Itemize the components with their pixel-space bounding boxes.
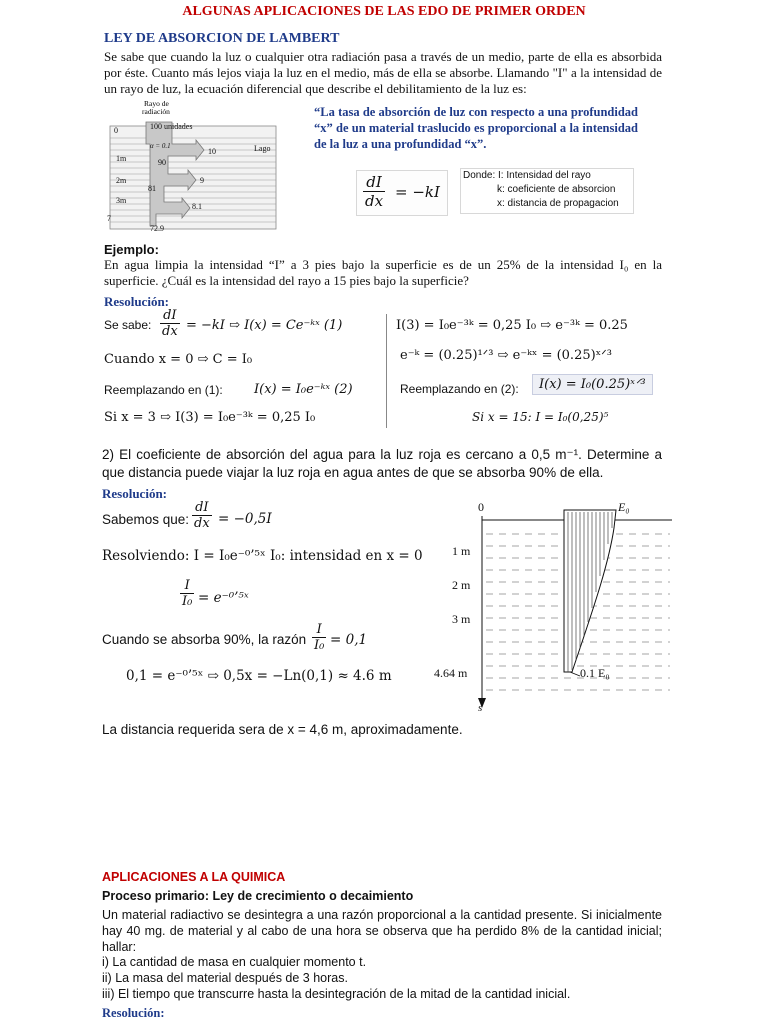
lambert-quote: “La tasa de absorción de luz con respecto a una profundidad “x” de un material traslucido es proporcional a la intensidad de la luz a una profundidad “x”. (314, 105, 638, 151)
absorption-diagram (430, 498, 672, 716)
e0-label: E₀ (618, 500, 630, 514)
list-item: i) La cantidad de masa en cualquier momento t. (102, 955, 367, 969)
def-intensity: Donde: I: Intensidad del rayo (463, 170, 591, 181)
value-8-1: 8.1 (192, 202, 202, 211)
problem-2-solution: Sabemos que: $\frac{dI}{dx}$ = −0,5I Resolviendo: I = I₀e⁻⁰’⁵ˣ I₀: intensidad en x = 0 $\frac{I}{\text{I₀}}$ = e⁻⁰’⁵ˣ Cuando se absorba 90%, la razón $\frac{I}{\text{I₀}}$ = 0,1 0,1 = e⁻⁰’⁵ˣ ⇨ 0,5x = −Ln(0,1) ≈ 4.6 m (102, 500, 423, 684)
list-item: iii) El tiempo que transcurre hasta la desintegración de la mitad de la cantidad inicial. (102, 987, 571, 1001)
depth-2m: 2m (116, 176, 127, 185)
depth-1m: 1m (116, 154, 127, 163)
resolution-label-1: Resolución: (104, 294, 169, 309)
lake-label: Lago (254, 144, 271, 153)
example-text: En agua limpia la intensidad “I” a 3 pies bajo la superficie es de un 25% de la intensidad I₀ en la superficie. ¿Cuál es la intensidad del rayo a 15 pies bajo la superficie? (104, 257, 662, 288)
question-list (102, 954, 662, 1002)
intro-paragraph: Se sabe que cuando la luz o cualquier otra radiación pasa a través de un medio, parte de ella es absorbida por éste. Cuanto más lejos viaja la luz en el medio, más de ella se absorbe. Llamando "I" a la intensidad de un rayo de luz, la ecuación diferencial que describe el debilitamiento de la luz es: (104, 49, 662, 96)
variable-definitions-box (460, 168, 634, 214)
end-intensity-label: 0.1 E₀ (580, 666, 610, 680)
depth-7: 7 (107, 214, 111, 223)
list-item: ii) La masa del material después de 3 horas. (102, 971, 348, 985)
conclusion-text: La distancia requerida sera de x = 4,6 m, aproximadamente. (102, 722, 463, 737)
value-9: 9 (200, 176, 204, 185)
subheading-growth-decay: Proceso primario: Ley de crecimiento o decaimiento (102, 889, 414, 903)
resolution-right-column: I(3) = I₀e⁻³ᵏ = 0,25 I₀ ⇨ e⁻³ᵏ = 0.25 e⁻ᵏ = (0.25)¹ᐟ³ ⇨ e⁻ᵏˣ = (0.25)ˣᐟ³ Reemplazando en (2): I(x) = I₀(0.25)ˣᐟ³ Si x = 15: I = I₀(0,25)⁵ (396, 312, 676, 432)
surface-zero-label: 0 (478, 500, 484, 514)
depth-0: 0 (114, 126, 118, 135)
value-90: 90 (158, 158, 166, 167)
depth-axis-label: s (478, 702, 483, 714)
depth-2m-label: 2 m (452, 578, 471, 592)
value-10: 10 (208, 147, 216, 156)
page-title: ALGUNAS APLICACIONES DE LAS EDO DE PRIMER ORDEN (182, 4, 586, 19)
example-label: Ejemplo: (104, 242, 159, 257)
alpha-label: α = 0.1 (150, 142, 171, 150)
ray-label: Rayo de (144, 99, 169, 108)
resolution-label-3: Resolución: (102, 1006, 165, 1020)
absorption-figure (430, 498, 672, 716)
section-heading-chemistry: APLICACIONES A LA QUIMICA (102, 870, 286, 884)
value-72-9: 72.9 (150, 224, 164, 233)
chemistry-problem-text: Un material radiactivo se desintegra a una razón proporcional a la cantidad presente. Si inicialmente hay 40 mg. de material y al cabo de una hora se observa que ha perdido 8% de la cantidad inicial; hallar: (102, 908, 662, 954)
lake-figure (104, 98, 280, 234)
def-distance: x: distancia de propagacion (497, 198, 619, 209)
lake-diagram (104, 98, 280, 234)
section-heading-lambert: LEY DE ABSORCION DE LAMBERT (104, 31, 340, 46)
problem-2-text: 2) El coeficiente de absorción del agua para la luz roja es cercano a 0,5 m⁻¹. Determine a que distancia puede viajar la luz roja en agua antes de que se absorba 90% de ella. (102, 447, 662, 480)
value-81: 81 (148, 184, 156, 193)
units-label: 100 unidades (150, 122, 193, 131)
lambert-equation: $\frac{dI}{dx}$ = −kI (356, 170, 448, 216)
depth-4-64m-label: 4.64 m (434, 666, 468, 680)
depth-1m-label: 1 m (452, 544, 471, 558)
column-divider (386, 314, 387, 428)
svg-text:radiación: radiación (142, 107, 170, 116)
resolution-left-column: Se sabe: $\frac{dI}{dx}$ = −kI ⇨ I(x) = Ce⁻ᵏˣ (1) Cuando x = 0 ⇨ C = I₀ Reemplazando en (1): I(x) = I₀e⁻ᵏˣ (2) Si x = 3 ⇨ I(3) = I₀e⁻³ᵏ = 0,25 I₀ (104, 308, 353, 425)
depth-3m-label: 3 m (452, 612, 471, 626)
def-coefficient: k: coeficiente de absorcion (497, 184, 616, 195)
resolution-label-2: Resolución: (102, 486, 167, 501)
depth-3m: 3m (116, 196, 127, 205)
